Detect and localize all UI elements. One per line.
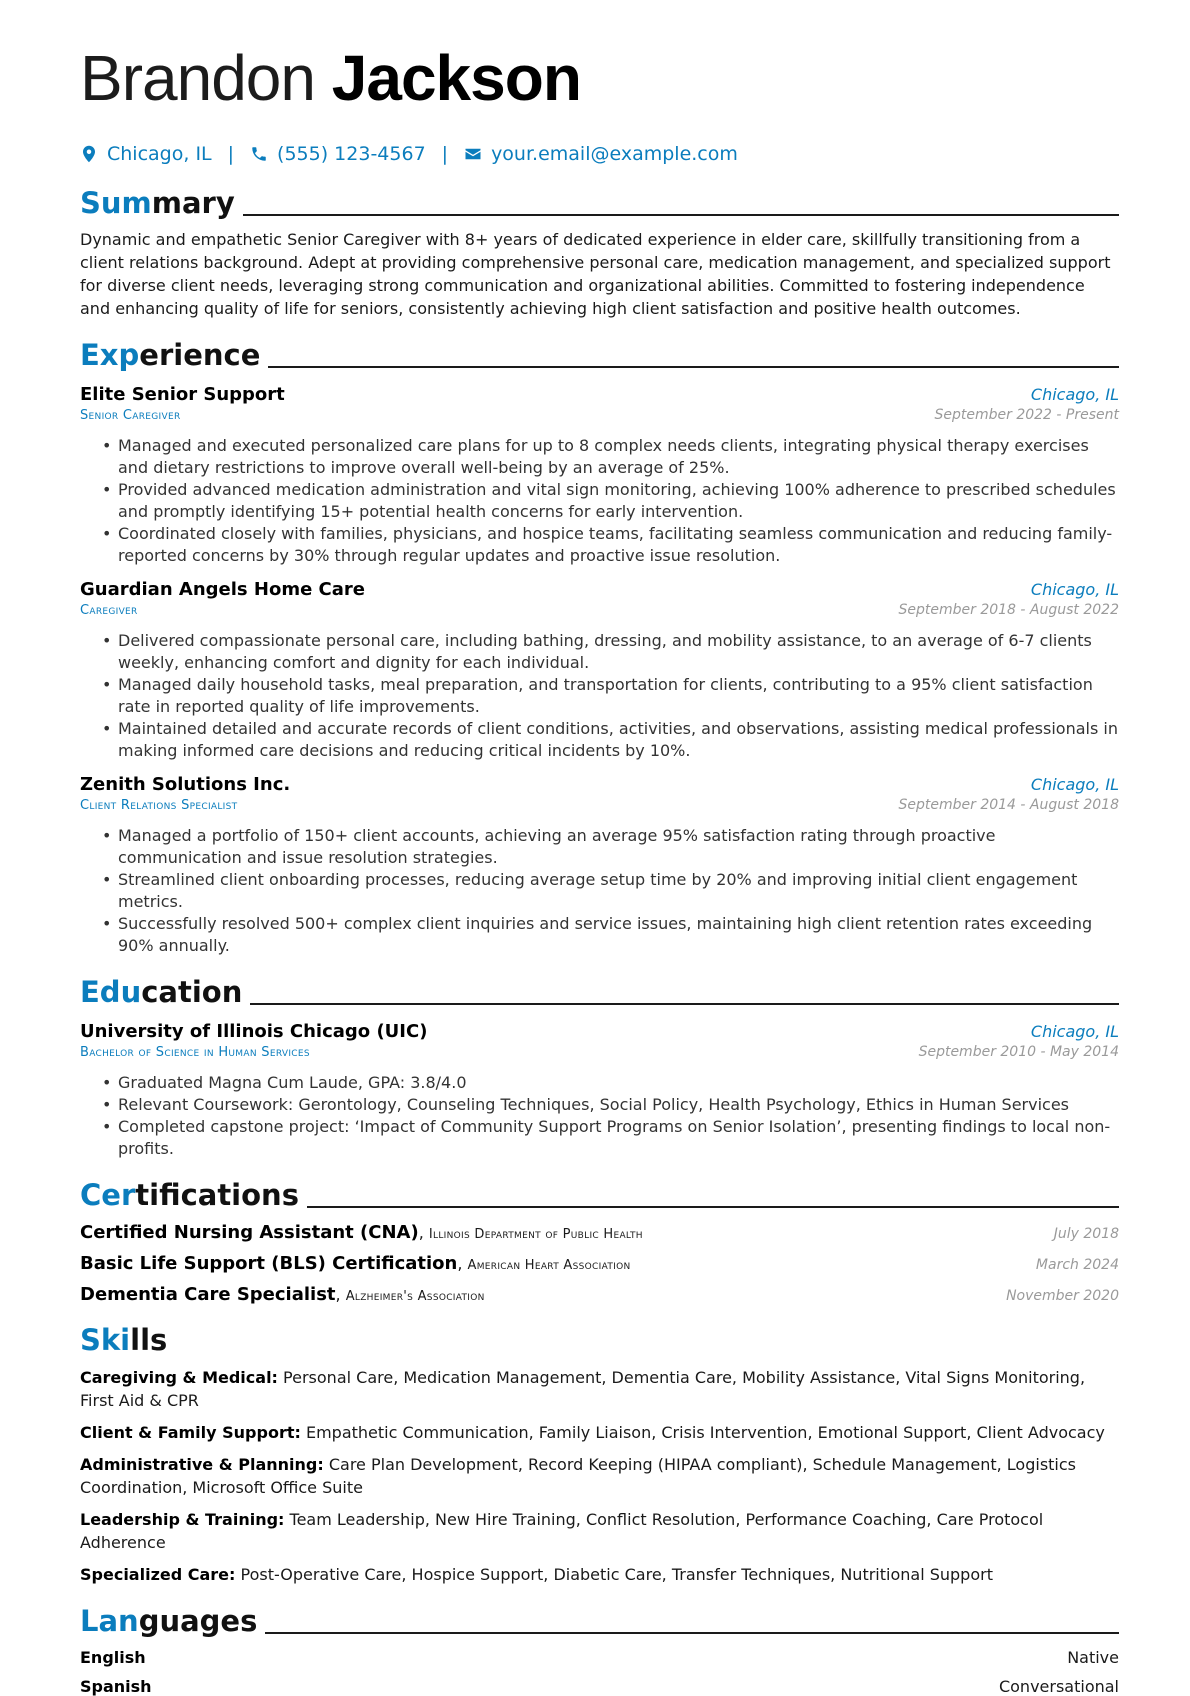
skill-category: Specialized Care:: [80, 1565, 236, 1584]
section-divider: [250, 1003, 1119, 1005]
bullet-item: • Graduated Magna Cum Laude, GPA: 3.8/4.0: [102, 1072, 1119, 1094]
section-experience-heading: Experience: [80, 336, 1119, 372]
certification-date: July 2018: [1053, 1226, 1119, 1242]
language-level: Native: [1067, 1648, 1119, 1667]
skill-category: Leadership & Training:: [80, 1510, 285, 1529]
skill-list: [80, 1366, 1119, 1586]
skill-category: Client & Family Support:: [80, 1423, 301, 1442]
bullet-item: • Maintained detailed and accurate records of client conditions, activities, and observations, assisting medical professionals in making informed care decisions and reducing critical incidents by 10%.: [102, 718, 1119, 762]
section-languages-heading: Languages: [80, 1602, 1119, 1638]
certification-list: [80, 1222, 1119, 1305]
date-range: September 2010 - May 2014: [918, 1044, 1119, 1060]
certification-title: Certified Nursing Assistant (CNA), Illinois Department of Public Health: [80, 1222, 643, 1243]
certification-issuer: Illinois Department of Public Health: [428, 1227, 643, 1242]
education-entry: [80, 1021, 1119, 1160]
bullet-item: • Managed a portfolio of 150+ client accounts, achieving an average 95% satisfaction rating through proactive communication and issue resolution strategies.: [102, 825, 1119, 869]
bullet-item: • Coordinated closely with families, physicians, and hospice teams, facilitating seamless communication and reducing family-reported concerns by 30% through regular updates and proactive issue resolution.: [102, 523, 1119, 567]
certification-item: [80, 1222, 1119, 1243]
skill-row: [80, 1453, 1119, 1499]
map-pin-icon: [80, 145, 98, 163]
skill-row: [80, 1508, 1119, 1554]
bullet-list: [80, 825, 1119, 957]
bullet-list: [80, 435, 1119, 567]
organization-name: University of Illinois Chicago (UIC): [80, 1021, 428, 1042]
entry-header: [80, 384, 1119, 405]
language-row: [80, 1677, 1119, 1696]
skill-items: Personal Care, Medication Management, Dementia Care, Mobility Assistance, Vital Signs Monitoring, First Aid & CPR: [80, 1368, 1086, 1410]
resume-page: [80, 40, 1119, 1696]
bullet-item: • Successfully resolved 500+ complex client inquiries and service issues, maintaining high client retention rates exceeding 90% annually.: [102, 913, 1119, 957]
date-range: September 2018 - August 2022: [898, 602, 1119, 618]
section-skills-heading: Skills: [80, 1323, 168, 1357]
organization-name: Zenith Solutions Inc.: [80, 774, 291, 795]
contact-phone[interactable]: [250, 143, 426, 165]
bullet-item: • Streamlined client onboarding processes, reducing average setup time by 20% and improving initial client engagement metrics.: [102, 869, 1119, 913]
first-name: Brandon: [80, 42, 315, 114]
entry-header: [80, 774, 1119, 795]
entry-header: [80, 1021, 1119, 1042]
role-title: Client Relations Specialist: [80, 798, 238, 813]
skill-items: Care Plan Development, Record Keeping (HIPAA compliant), Schedule Management, Logistics Coordination, Microsoft Office Suite: [80, 1455, 1076, 1497]
last-name: Jackson: [331, 42, 581, 114]
entry-subheader: [80, 797, 1119, 813]
section-divider: [268, 366, 1119, 368]
envelope-icon: [464, 145, 482, 163]
language-name: Spanish: [80, 1677, 152, 1696]
skill-items: Team Leadership, New Hire Training, Conflict Resolution, Performance Coaching, Care Protocol Adherence: [80, 1510, 1044, 1552]
certification-date: March 2024: [1035, 1257, 1119, 1273]
certification-name: Certified Nursing Assistant (CNA): [80, 1222, 419, 1243]
contact-separator: |: [441, 143, 449, 165]
candidate-name: [80, 40, 1119, 116]
bullet-item: • Delivered compassionate personal care, including bathing, dressing, and mobility assistance, to an average of 6-7 clients weekly, enhancing comfort and dignity for each individual.: [102, 630, 1119, 674]
language-list: [80, 1648, 1119, 1696]
organization-name: Elite Senior Support: [80, 384, 285, 405]
date-range: September 2014 - August 2018: [898, 797, 1119, 813]
certification-date: November 2020: [1006, 1288, 1119, 1304]
bullet-item: • Managed daily household tasks, meal preparation, and transportation for clients, contributing to a 95% client satisfaction rate in reported quality of life improvements.: [102, 674, 1119, 718]
certification-issuer: Alzheimer's Association: [345, 1289, 485, 1304]
section-divider: [243, 214, 1119, 216]
location-text: Chicago, IL: [107, 143, 212, 165]
experience-entry: [80, 579, 1119, 762]
certification-item: [80, 1284, 1119, 1305]
bullet-item: • Relevant Coursework: Gerontology, Counseling Techniques, Social Policy, Health Psychology, Ethics in Human Services: [102, 1094, 1119, 1116]
experience-entry: [80, 774, 1119, 957]
organization-name: Guardian Angels Home Care: [80, 579, 365, 600]
education-list: [80, 1021, 1119, 1160]
certification-issuer: American Heart Association: [467, 1258, 631, 1273]
email-link[interactable]: your.email@example.com: [491, 143, 738, 165]
certification-name: Basic Life Support (BLS) Certification: [80, 1253, 458, 1274]
contact-separator: |: [227, 143, 235, 165]
role-title: Senior Caregiver: [80, 408, 181, 423]
phone-text: (555) 123-4567: [277, 143, 426, 165]
section-education-heading: Education: [80, 973, 1119, 1009]
entry-location: Chicago, IL: [1030, 775, 1119, 794]
summary-text: Dynamic and empathetic Senior Caregiver with 8+ years of dedicated experience in elder care, skillfully transitioning from a client relations background. Adept at providing comprehensive personal care, medication management, and specialized support for diverse client needs, leveraging strong communication and organizational abilities. Committed to fostering independence and enhancing quality of life for seniors, consistently achieving high client satisfaction and positive health outcomes.: [80, 230, 1111, 318]
language-name: English: [80, 1648, 146, 1667]
skill-category: Caregiving & Medical:: [80, 1368, 278, 1387]
date-range: September 2022 - Present: [934, 407, 1119, 423]
language-row: [80, 1648, 1119, 1667]
section-summary-heading: Summary: [80, 184, 1119, 220]
contact-bar: [80, 140, 1119, 168]
section-divider: [307, 1206, 1119, 1208]
phone-icon: [250, 145, 268, 163]
bullet-item: • Managed and executed personalized care plans for up to 8 complex needs clients, integrating physical therapy exercises and dietary restrictions to improve overall well-being by an average of 25%.: [102, 435, 1119, 479]
language-level: Conversational: [998, 1677, 1119, 1696]
skill-row: [80, 1421, 1119, 1444]
certification-name: Dementia Care Specialist: [80, 1284, 336, 1305]
contact-location: [80, 143, 212, 165]
skill-row: [80, 1563, 1119, 1586]
experience-list: [80, 384, 1119, 957]
skill-category: Administrative & Planning:: [80, 1455, 324, 1474]
contact-email[interactable]: [464, 143, 738, 165]
bullet-list: [80, 1072, 1119, 1160]
entry-location: Chicago, IL: [1030, 1022, 1119, 1041]
role-title: Caregiver: [80, 603, 138, 618]
skill-row: [80, 1366, 1119, 1412]
bullet-list: [80, 630, 1119, 762]
entry-location: Chicago, IL: [1030, 580, 1119, 599]
entry-location: Chicago, IL: [1030, 385, 1119, 404]
section-certifications-heading: Certifications: [80, 1176, 1119, 1212]
experience-entry: [80, 384, 1119, 567]
certification-title: Dementia Care Specialist, Alzheimer's Association: [80, 1284, 485, 1305]
skill-items: Post-Operative Care, Hospice Support, Diabetic Care, Transfer Techniques, Nutritional Support: [240, 1565, 993, 1584]
bullet-item: • Provided advanced medication administration and vital sign monitoring, achieving 100% adherence to prescribed schedules and promptly identifying 15+ potential health concerns for early intervention.: [102, 479, 1119, 523]
skill-items: Empathetic Communication, Family Liaison, Crisis Intervention, Emotional Support, Client Advocacy: [305, 1423, 1105, 1442]
entry-subheader: [80, 602, 1119, 618]
role-title: Bachelor of Science in Human Services: [80, 1045, 310, 1060]
certification-item: [80, 1253, 1119, 1274]
entry-subheader: [80, 407, 1119, 423]
bullet-item: • Completed capstone project: ‘Impact of Community Support Programs on Senior Isolation’, presenting findings to local non-profits.: [102, 1116, 1119, 1160]
section-divider: [265, 1632, 1119, 1634]
entry-header: [80, 579, 1119, 600]
entry-subheader: [80, 1044, 1119, 1060]
certification-title: Basic Life Support (BLS) Certification, American Heart Association: [80, 1253, 631, 1274]
